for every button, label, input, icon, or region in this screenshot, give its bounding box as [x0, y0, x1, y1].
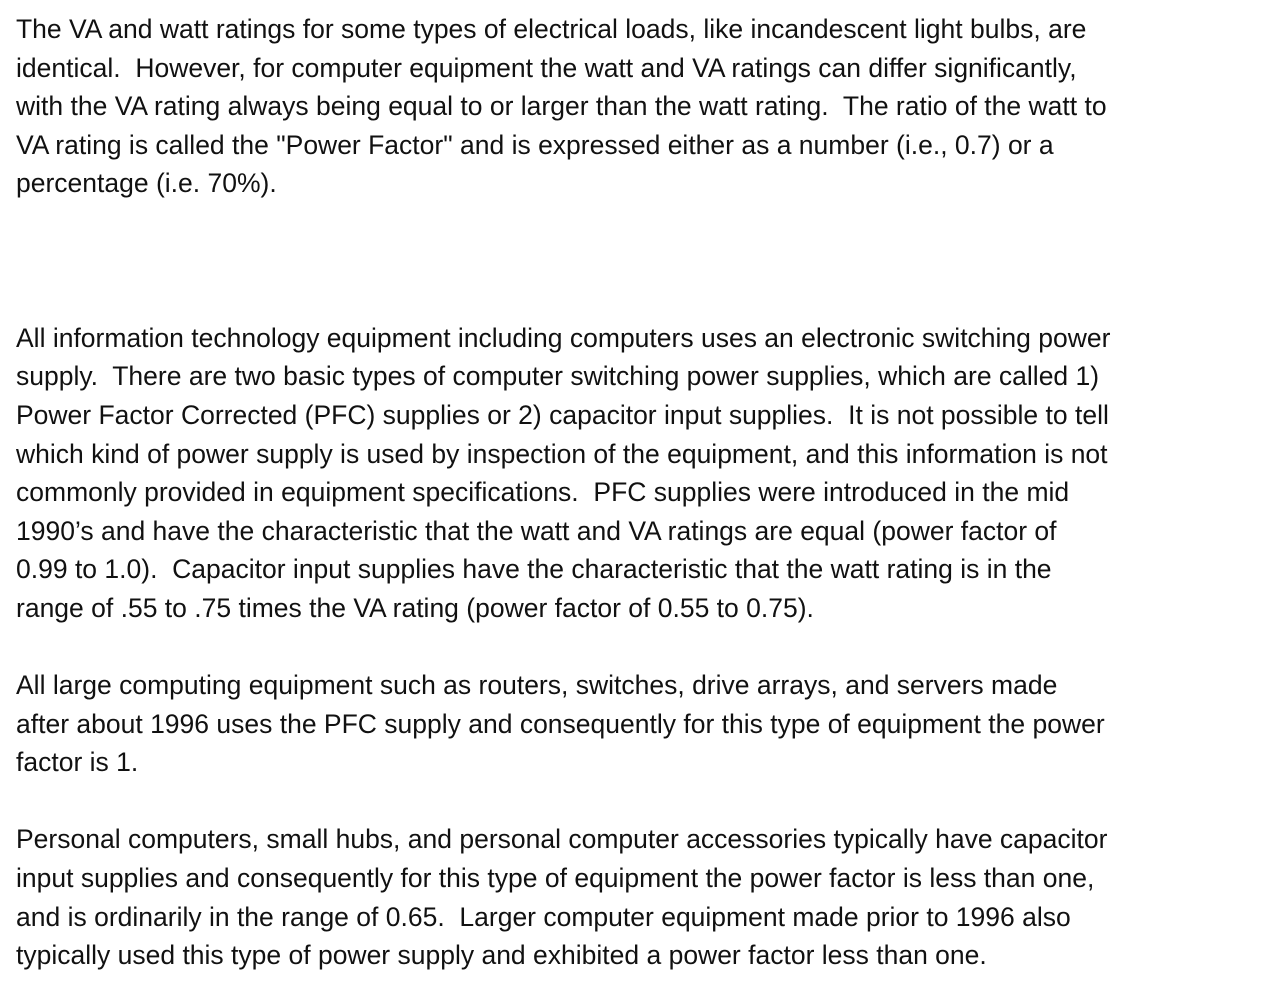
text-line: The VA and watt ratings for some types of electrical loads, like incandescent light bulbs, are: [16, 14, 1087, 44]
text-line: percentage (i.e. 70%).: [16, 168, 277, 199]
text-line: All information technology equipment including computers uses an electronic switching power: [16, 322, 1111, 353]
text-line: and is ordinarily in the range of 0.65. Larger computer equipment made prior to 1996 also: [16, 901, 1071, 932]
text-line: factor is 1.: [16, 747, 139, 778]
paragraph-personal-computers: [16, 820, 1266, 974]
paragraph-large-equipment: [16, 666, 1266, 782]
text-line: supply. There are two basic types of computer switching power supplies, which are called 1): [16, 361, 1100, 392]
text-line: typically used this type of power supply and exhibited a power factor less than one.: [16, 940, 987, 971]
text-line: Personal computers, small hubs, and personal computer accessories typically have capacitor: [16, 824, 1108, 855]
text-line: identical. However, for computer equipment the watt and VA ratings can differ significantly,: [16, 52, 1077, 83]
text-line: VA rating is called the "Power Factor" and is expressed either as a number (i.e., 0.7) or a: [16, 129, 1054, 160]
text-line: range of .55 to .75 times the VA rating (power factor of 0.55 to 0.75).: [16, 592, 814, 623]
text-line: with the VA rating always being equal to or larger than the watt rating. The ratio of the watt to: [16, 91, 1107, 122]
text-line: commonly provided in equipment specifications. PFC supplies were introduced in the mid: [16, 477, 1070, 508]
text-line: 0.99 to 1.0). Capacitor input supplies have the characteristic that the watt rating is in the: [16, 554, 1052, 585]
paragraph-spacer: [16, 628, 1266, 667]
text-line: All large computing equipment such as routers, switches, drive arrays, and servers made: [16, 670, 1058, 701]
paragraph-spacer: [16, 203, 1266, 319]
document-body: [16, 10, 1266, 975]
text-line: after about 1996 uses the PFC supply and consequently for this type of equipment the power: [16, 708, 1105, 739]
text-line: input supplies and consequently for this type of equipment the power factor is less than one,: [16, 863, 1095, 894]
text-line: Power Factor Corrected (PFC) supplies or 2) capacitor input supplies. It is not possible to tell: [16, 399, 1109, 430]
paragraph-va-watt-ratings: [16, 10, 1266, 203]
paragraph-power-supply-types: [16, 319, 1266, 628]
paragraph-spacer: [16, 782, 1266, 821]
text-line: which kind of power supply is used by inspection of the equipment, and this information is not: [16, 438, 1108, 469]
text-line: 1990’s and have the characteristic that the watt and VA ratings are equal (power factor of: [16, 515, 1057, 546]
